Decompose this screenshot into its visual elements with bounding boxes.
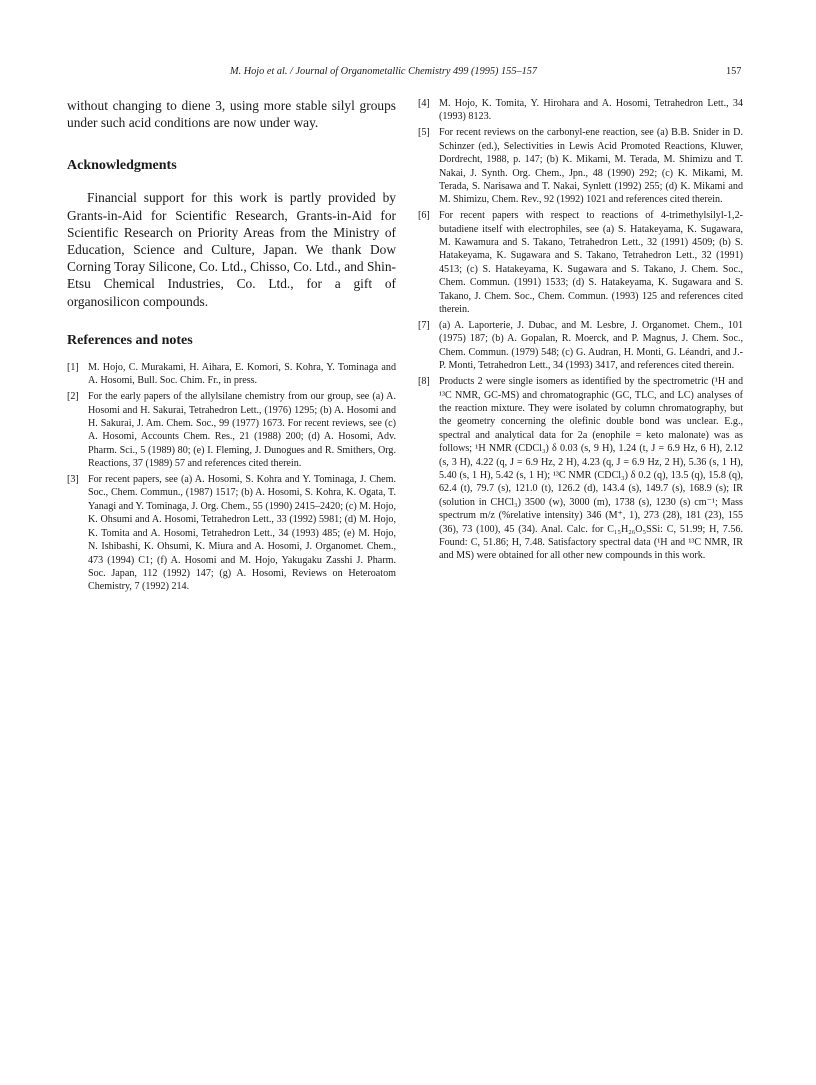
reference-item [418, 126, 743, 206]
reference-number: [3] [67, 474, 79, 486]
reference-text: For the early papers of the allylsilane chemistry from our group, see (a) A. Hosomi and H. Sakurai, Tetrahedron Lett., (1976) 1295; (b) A. Hosomi and H. Sakurai, J. Am. Chem. Soc., 99 (1977) 1673. For recent reviews, see (c) A. Hosomi, Accounts Chem. Res., 21 (1988) 200; (d) A. Hosomi, Adv. Pharm. Sci., 5 (1989) 80; (e) I. Fleming, J. Dunogues and R. Smithers, Org. Reactions, 37 (1989) 57 and references cited therein. [88, 391, 396, 470]
reference-item [418, 209, 743, 316]
references-heading: References and notes [67, 332, 193, 348]
reference-text: (a) A. Laporterie, J. Dubac, and M. Lesbre, J. Organomet. Chem., 101 (1975) 187; (b) A. Gopalan, R. Moerck, and P. Magnus, J. Chem. Soc., Chem. Commun. (1979) 548; (c) G. Audran, H. Monti, G. Léandri, and J.-P. Monti, Tetrahedron Lett., 34 (1993) 3417, and references cited therein. [439, 320, 743, 372]
reference-number: [5] [418, 127, 430, 139]
reference-number: [6] [418, 210, 430, 222]
reference-item [67, 390, 396, 470]
reference-text: M. Hojo, K. Tomita, Y. Hirohara and A. Hosomi, Tetrahedron Lett., 34 (1993) 8123. [439, 98, 743, 123]
reference-number: [7] [418, 320, 430, 331]
reference-number: [2] [67, 391, 79, 403]
reference-item [418, 319, 743, 373]
acknowledgments-text: Financial support for this work is partly provided by Grants-in-Aid for Scientific Research, Grants-in-Aid for Scientific Research on Priority Areas from the Ministry of Education, Science and Culture, Japan. We thank Dow Corning Toray Silicone, Co. Ltd., Chisso, Co. Ltd., and Shin-Etsu Chemical Industries, Co. Ltd., for a gift of organosilicon compounds. [67, 190, 396, 309]
reference-list-left [67, 361, 396, 594]
right-column [418, 97, 743, 565]
reference-text: For recent papers, see (a) A. Hosomi, S. Kohra and Y. Tominaga, J. Chem. Soc., Chem. Commun., (1987) 1517; (b) A. Hosomi, S. Kohra, K. Ogata, T. Yanagi and Y. Tominaga, J. Org. Chem., 55 (1990) 2415–2420; (c) M. Hojo, K. Ohsumi and A. Hosomi, Tetrahedron Lett., 33 (1992) 5981; (d) M. Hojo, K. Tomita and A. Hosomi, Tetrahedron Lett., 34 (1993) 485; (e) M. Hojo, N. Ishibashi, K. Ohsumi, K. Miura and A. Hosomi, J. Organomet. Chem., 473 (1994) C1; (f) A. Hosomi and M. Hojo, Yakugaku Zasshi J. Pharm. Soc. Japan, 112 (1992) 147; (g) A. Hosomi, Reviews on Heteroatom Chemistry, 7 (1992) 214. [88, 474, 396, 593]
page-number: 157 [726, 66, 742, 77]
reference-item [418, 375, 743, 563]
reference-text: For recent papers with respect to reactions of 4-trimethylsilyl-1,2-butadiene itself with electrophiles, see (a) S. Hatakeyama, K. Sugawara, M. Kawamura and S. Takano, Tetrahedron Lett., 32 (1991) 4509; (b) S. Hatakeyama, K. Sugawara and S. Takano, Tetrahedron Lett., 32 (1991) 4513; (c) S. Hatakeyama, K. Sugawara and S. Takano, J. Chem. Soc., Chem. Commun. (1991) 1533; (d) S. Hatakeyama, K. Sugawara and S. Takano, J. Chem. Soc., Chem. Commun. (1993) 125 and references cited therein. [439, 210, 743, 316]
reference-text: M. Hojo, C. Murakami, H. Aihara, E. Komori, S. Kohra, Y. Tominaga and A. Hosomi, Bull. Soc. Chim. Fr., in press. [88, 361, 396, 387]
running-head [230, 66, 740, 77]
acknowledgments-heading: Acknowledgments [67, 158, 177, 174]
reference-number: [1] [67, 361, 79, 373]
reference-number: [4] [418, 98, 430, 109]
continuation-paragraph: without changing to diene 3, using more stable silyl groups under such acid conditions are now under way. [67, 98, 396, 131]
running-head-text: M. Hojo et al. / Journal of Organometallic Chemistry 499 (1995) 155–157 [230, 66, 538, 77]
reference-list-right [418, 97, 743, 563]
reference-item [418, 97, 743, 124]
reference-number: [8] [418, 376, 430, 388]
reference-item [67, 361, 396, 388]
left-column [67, 97, 396, 596]
reference-item [67, 473, 396, 594]
reference-text: Products 2 were single isomers as identified by the spectrometric (¹H and ¹³C NMR, GC-MS) and chromatographic (GC, TLC, and LC) analyses of the reaction mixture. They were isolated by column chromatography, but the geometry concerning the olefinic double bond was unclear. E.g., spectral and analytical data for 2a (enophile = keto malonate) was as follows; ¹H NMR (CDCl₃) δ 0.03 (s, 9 H), 1.24 (t, J = 6.9 Hz, 6 H), 2.12 (s, 3 H), 4.22 (q, J = 6.9 Hz, 2 H), 4.23 (q, J = 6.9 Hz, 2 H), 5.36 (s, 1 H), 5.40 (s, 1 H), 5.42 (s, 1 H); ¹³C NMR (CDCl₃) δ 0.2 (q), 13.5 (q), 15.8 (q), 62.4 (t), 79.7 (s), 121.0 (t), 126.2 (d), 143.4 (s), 149.7 (s), 168.9 (s); IR (solution in CHCl₃) 3500 (w), 3000 (m), 1738 (s), 1230 (s) cm⁻¹; Mass spectrum m/z (%relative intensity) 346 (M⁺, 1), 273 (28), 181 (23), 155 (36), 73 (100), 45 (34). Anal. Calc. for C₁₅H₂₆O₅SSi: C, 51.99; H, 7.56. Found: C, 51.86; H, 7.48. Satisfactory spectral data (¹H and ¹³C NMR, IR and MS) were obtained for all other new compounds in this work. [439, 376, 743, 562]
reference-text: For recent reviews on the carbonyl-ene reaction, see (a) B.B. Snider in D. Schinzer (ed.), Selectivities in Lewis Acid Promoted Reactions, Kluwer, Dordrecht, 1988, p. 147; (b) K. Mikami, M. Terada, M. Shimizu and T. Nakai, J. Synth. Org. Chem., Jpn., 48 (1990) 292; (c) K. Mikami, M. Terada, S. Narisawa and T. Nakai, Synlett (1992) 255; (d) K. Mikami and M. Shimizu, Chem. Rev., 92 (1992) 1021 and references cited therein. [439, 127, 743, 206]
